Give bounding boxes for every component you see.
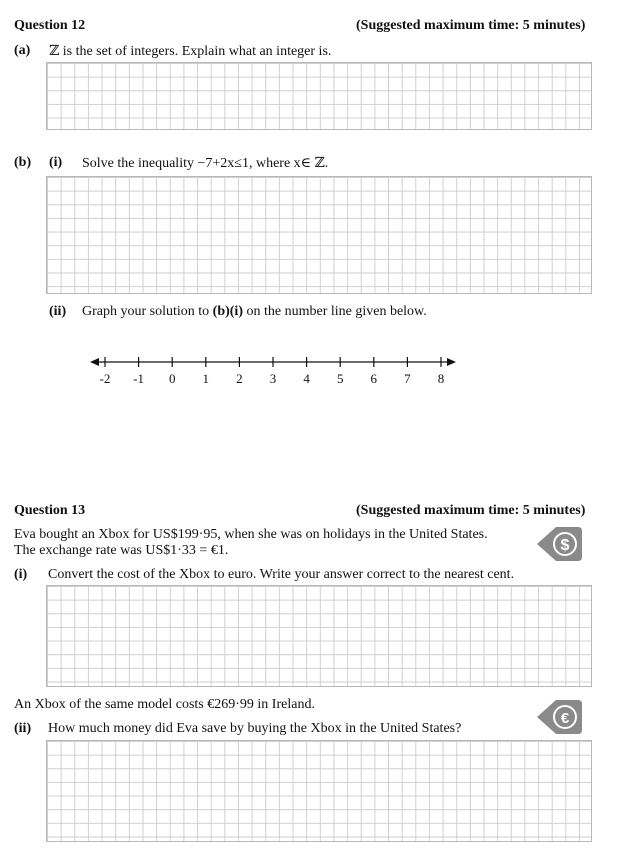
number-line-label: 5: [336, 371, 344, 386]
q12-bii-text-a: Graph your solution to: [82, 304, 213, 319]
q13-i-label: (i): [14, 567, 28, 582]
q13-intro-line1: Eva bought an Xbox for US$199·95, when she was on holidays in the United States.: [14, 527, 488, 542]
number-line-label: 7: [404, 371, 411, 386]
q13-ireland-text: An Xbox of the same model costs €269·99 in Ireland.: [14, 697, 315, 712]
number-line-label: 0: [168, 371, 176, 386]
q12-bii-label: (ii): [49, 304, 67, 319]
q12-bi-label: (i): [49, 155, 63, 170]
number-line-label: 4: [303, 371, 310, 386]
dollar-symbol: $: [560, 537, 570, 554]
q12-bii-ref: (b)(i): [212, 304, 243, 319]
integer-set-symbol: ℤ: [49, 44, 60, 59]
number-line-right-arrow: [447, 358, 456, 366]
number-line-label: -2: [99, 371, 111, 386]
q13-time: (Suggested maximum time: 5 minutes): [356, 503, 586, 518]
q12-a-text: is the set of integers. Explain what an integer is.: [62, 44, 332, 59]
q12-title: Question 12: [14, 18, 86, 33]
answer-grid-q12a[interactable]: [46, 62, 592, 130]
number-line-left-arrow: [90, 358, 99, 366]
q13-ii-label: (ii): [14, 721, 32, 736]
number-line-label: 2: [236, 371, 243, 386]
euro-symbol: €: [560, 710, 570, 727]
q12-bi-text: Solve the inequality −7+2x≤1, where x∈ ℤ.: [82, 156, 329, 171]
number-line-label: -1: [133, 371, 145, 386]
number-line-label: 6: [370, 371, 378, 386]
number-line-label: 8: [437, 371, 445, 386]
number-line-label: 3: [269, 371, 277, 386]
euro-tag-icon: [534, 697, 584, 737]
q12-b-label: (b): [14, 155, 32, 170]
q12-a-question: [49, 43, 331, 60]
number-line-label: 1: [202, 371, 210, 386]
q12-bii-text-c: on the number line given below.: [242, 304, 427, 319]
q12-bii-question: [82, 304, 427, 320]
number-line[interactable]: [88, 352, 460, 392]
q13-title: Question 13: [14, 503, 86, 518]
answer-grid-q13ii[interactable]: [46, 740, 592, 842]
q12-a-label: (a): [14, 43, 31, 58]
q12-time: (Suggested maximum time: 5 minutes): [356, 18, 586, 33]
q13-i-text: Convert the cost of the Xbox to euro. Write your answer correct to the nearest cent.: [48, 567, 515, 582]
dollar-tag-icon: [534, 524, 584, 564]
answer-grid-q13i[interactable]: [46, 585, 592, 687]
q13-intro-line2: The exchange rate was US$1·33 = €1.: [14, 543, 229, 558]
answer-grid-q12bi[interactable]: [46, 176, 592, 294]
q13-ii-text: How much money did Eva save by buying the Xbox in the United States?: [48, 721, 462, 736]
